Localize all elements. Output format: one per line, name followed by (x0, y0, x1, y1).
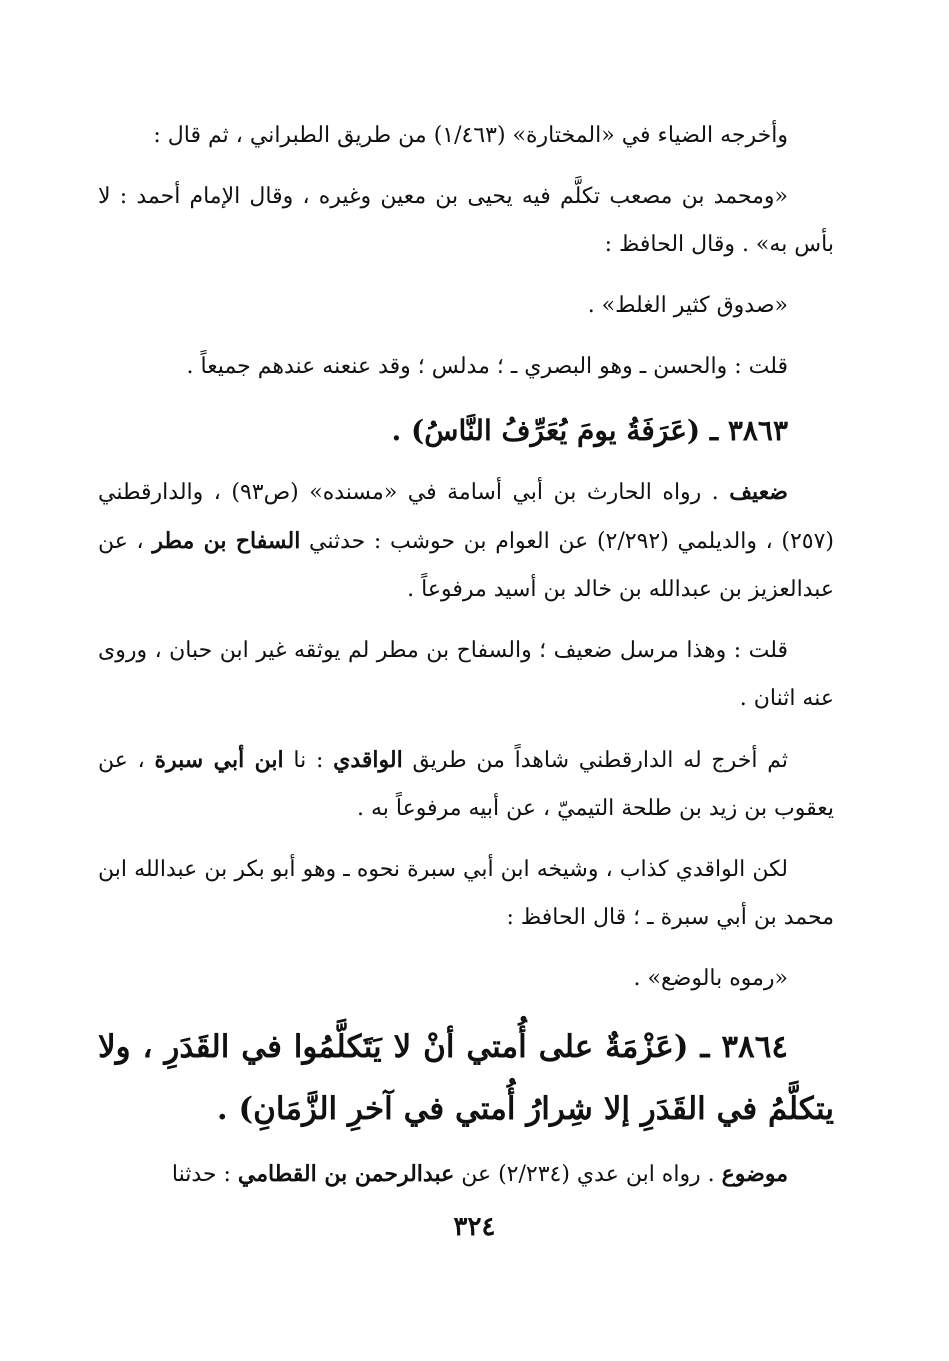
paragraph-muhammad-ibn-musab: «ومحمد بن مصعب تكلَّم فيه يحيى بن معين وغيره ، وقال الإمام أحمد : لا بأس به» . وقال الحافظ : (98, 184, 834, 257)
narrator-name: الواقدي (333, 747, 403, 773)
paragraph-quote-saduq: «صدوق كثير الغلط» . (587, 293, 788, 318)
hadith-3863-title: ٣٨٦٣ ـ (عَرَفَةُ يومَ يُعَرِّفُ النَّاسُ) . (391, 414, 788, 447)
hadith-3863-waqidi: لكن الواقدي كذاب ، وشيخه ابن أبي سبرة نحوه ـ وهو أبو بكر بن عبدالله ابن محمد بن أبي سبرة ـ ؛ قال الحافظ : (98, 857, 834, 930)
grading-label: موضوع (721, 1161, 788, 1187)
hadith-3863-comment: قلت : وهذا مرسل ضعيف ؛ والسفاح بن مطر لم يوثقه غير ابن حبان ، وروى عنه اثنان . (98, 638, 834, 711)
paragraph-mukhtara: وأخرجه الضياء في «المختارة» (١/٤٦٣) من طريق الطبراني ، ثم قال : (153, 123, 788, 148)
page-number: ٣٢٤ (453, 1212, 496, 1242)
hadith-3863-quote: «رموه بالوضع» . (633, 966, 788, 991)
narrator-name: عبدالرحمن بن القطامي (237, 1161, 455, 1187)
hadith-3864-grading: موضوع . رواه ابن عدي (٢/٢٣٤) عن عبدالرحمن بن القطامي : حدثنا (171, 1161, 788, 1187)
hadith-3863-grading: ضعيف . رواه الحارث بن أبي أسامة في «مسنده» (ص٩٣) ، والدارقطني (٢٥٧) ، والديلمي (٢/٢٩٢) عن العوام بن حوشب : حدثني السفاح بن مطر ، عن عبدالعزيز بن عبدالله بن خالد بن أسيد مرفوعاً . (98, 479, 835, 602)
narrator-name: السفاح بن مطر (152, 528, 301, 554)
grading-label: ضعيف (729, 479, 788, 505)
paragraph-hasan-mudallis: قلت : والحسن ـ وهو البصري ـ ؛ مدلس ؛ وقد عنعنه عندهم جميعاً . (186, 354, 788, 379)
hadith-3864-title: ٣٨٦٤ ـ (عَزْمَةٌ على أُمتي أنْ لا يَتَكلَّمُوا في القَدَرِ ، ولا يتكلَّمُ في القَدَرِ إلا شِرارُ أُمتي في آخرِ الزَّمَانِ) . (98, 1029, 834, 1127)
page-body (98, 112, 834, 1212)
narrator-name: ابن أبي سبرة (154, 747, 284, 773)
hadith-3863-witness: ثم أخرج له الدارقطني شاهداً من طريق الواقدي : نا ابن أبي سبرة ، عن يعقوب بن زيد بن طلحة التيميّ ، عن أبيه مرفوعاً به . (98, 747, 834, 821)
